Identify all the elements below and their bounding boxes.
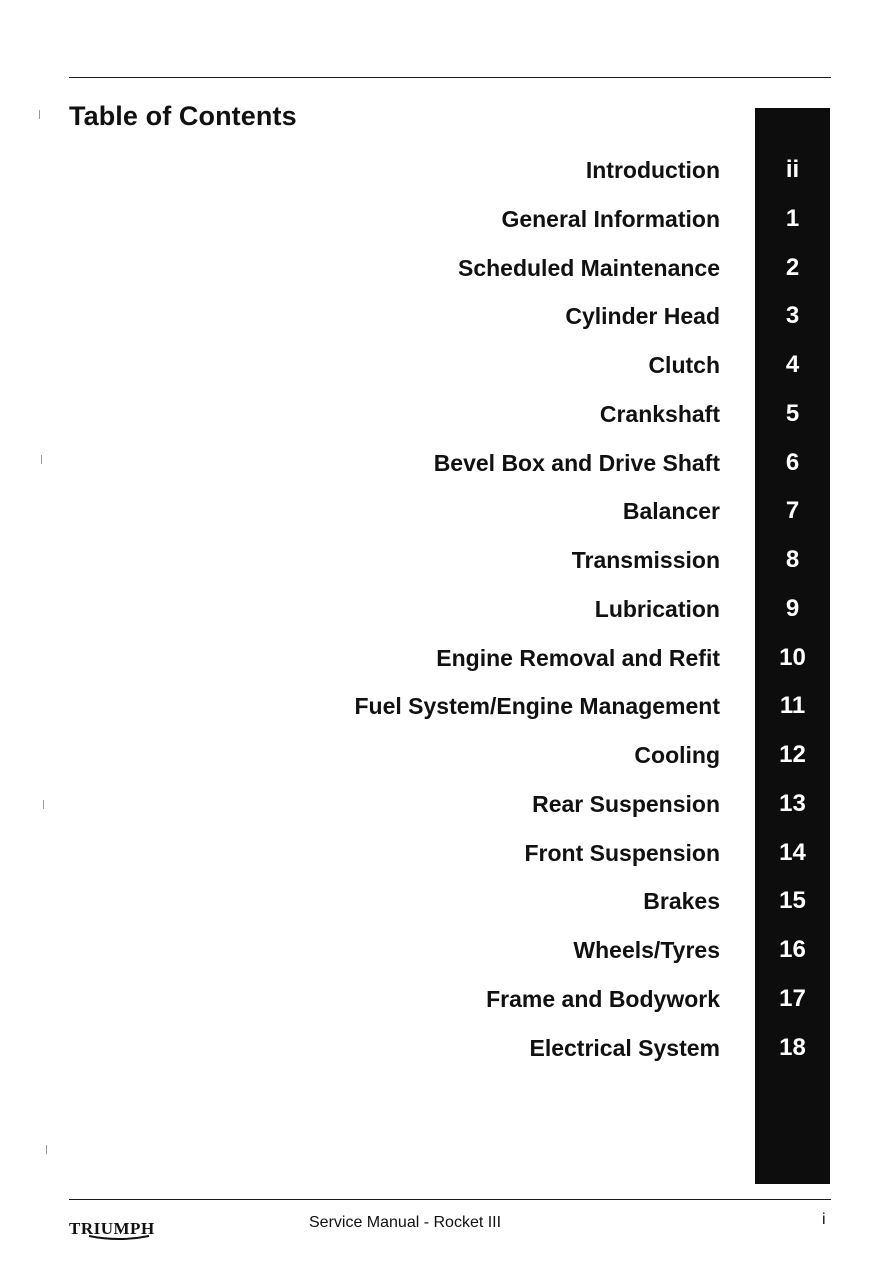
toc-entry-section-number: 3 bbox=[785, 302, 800, 330]
toc-entry-title: Scheduled Maintenance bbox=[457, 254, 720, 281]
toc-entry-section-number: 4 bbox=[785, 351, 800, 378]
toc-entry-section-number: 8 bbox=[785, 546, 800, 573]
logo-wordmark: TRIUMPH bbox=[69, 1219, 155, 1238]
toc-entry-title: Frame and Bodywork bbox=[486, 985, 720, 1012]
toc-entry-title: Lubrication bbox=[594, 595, 720, 622]
toc-entry-section-number: 18 bbox=[779, 1033, 806, 1061]
toc-entry-title: Wheels/Tyres bbox=[573, 937, 720, 963]
scan-mark bbox=[46, 1145, 47, 1154]
toc-entry-section-number: 2 bbox=[785, 253, 800, 281]
toc-entry-section-number: 7 bbox=[785, 497, 800, 525]
toc-entry-title: Transmission bbox=[571, 547, 720, 573]
toc-entry-title: Engine Removal and Refit bbox=[436, 644, 720, 671]
scan-mark bbox=[43, 800, 44, 809]
toc-entry-section-number: 1 bbox=[785, 204, 800, 232]
scan-mark bbox=[39, 110, 40, 119]
toc-entry-section-number: 13 bbox=[779, 789, 806, 817]
toc-entry-title: Clutch bbox=[648, 352, 720, 378]
toc-entry-section-number: 16 bbox=[779, 936, 806, 963]
page-number: i bbox=[822, 1211, 826, 1228]
toc-entry-section-number: 10 bbox=[779, 643, 806, 671]
toc-entry-title: Rear Suspension bbox=[532, 790, 720, 817]
toc-entry-section-number: 12 bbox=[779, 741, 806, 768]
toc-entry-title: Bevel Box and Drive Shaft bbox=[433, 449, 720, 476]
toc-entry-title: Balancer bbox=[622, 498, 720, 525]
toc-entry-section-number: 6 bbox=[785, 448, 800, 476]
toc-entry-title: Front Suspension bbox=[524, 839, 720, 866]
toc-entry-title: Brakes bbox=[643, 888, 720, 915]
toc-entry-section-number: 5 bbox=[785, 399, 800, 427]
toc-entry-title: Electrical System bbox=[529, 1034, 720, 1061]
toc-entry-section-number: 15 bbox=[779, 887, 806, 915]
triumph-logo bbox=[67, 1214, 171, 1242]
toc-entry-title: Crankshaft bbox=[599, 400, 720, 427]
toc-entry-section-number: ii bbox=[785, 156, 800, 183]
toc-entry-section-number: 9 bbox=[785, 594, 800, 622]
toc-entry-title: General Information bbox=[501, 205, 720, 232]
bottom-rule bbox=[69, 1199, 831, 1200]
toc-entry-section-number: 17 bbox=[779, 984, 806, 1012]
toc-entry-section-number: 11 bbox=[779, 692, 806, 720]
footer-manual-title: Service Manual - Rocket III bbox=[309, 1214, 502, 1231]
scan-mark bbox=[41, 455, 42, 464]
toc-entry-title: Cylinder Head bbox=[565, 303, 720, 330]
toc-entry-title: Cooling bbox=[634, 742, 720, 768]
toc-entry-title: Introduction bbox=[585, 157, 720, 183]
toc-entry-section-number: 14 bbox=[779, 838, 806, 866]
toc-entry-title: Fuel System/Engine Management bbox=[354, 693, 720, 720]
page-title: Table of Contents bbox=[69, 101, 297, 131]
